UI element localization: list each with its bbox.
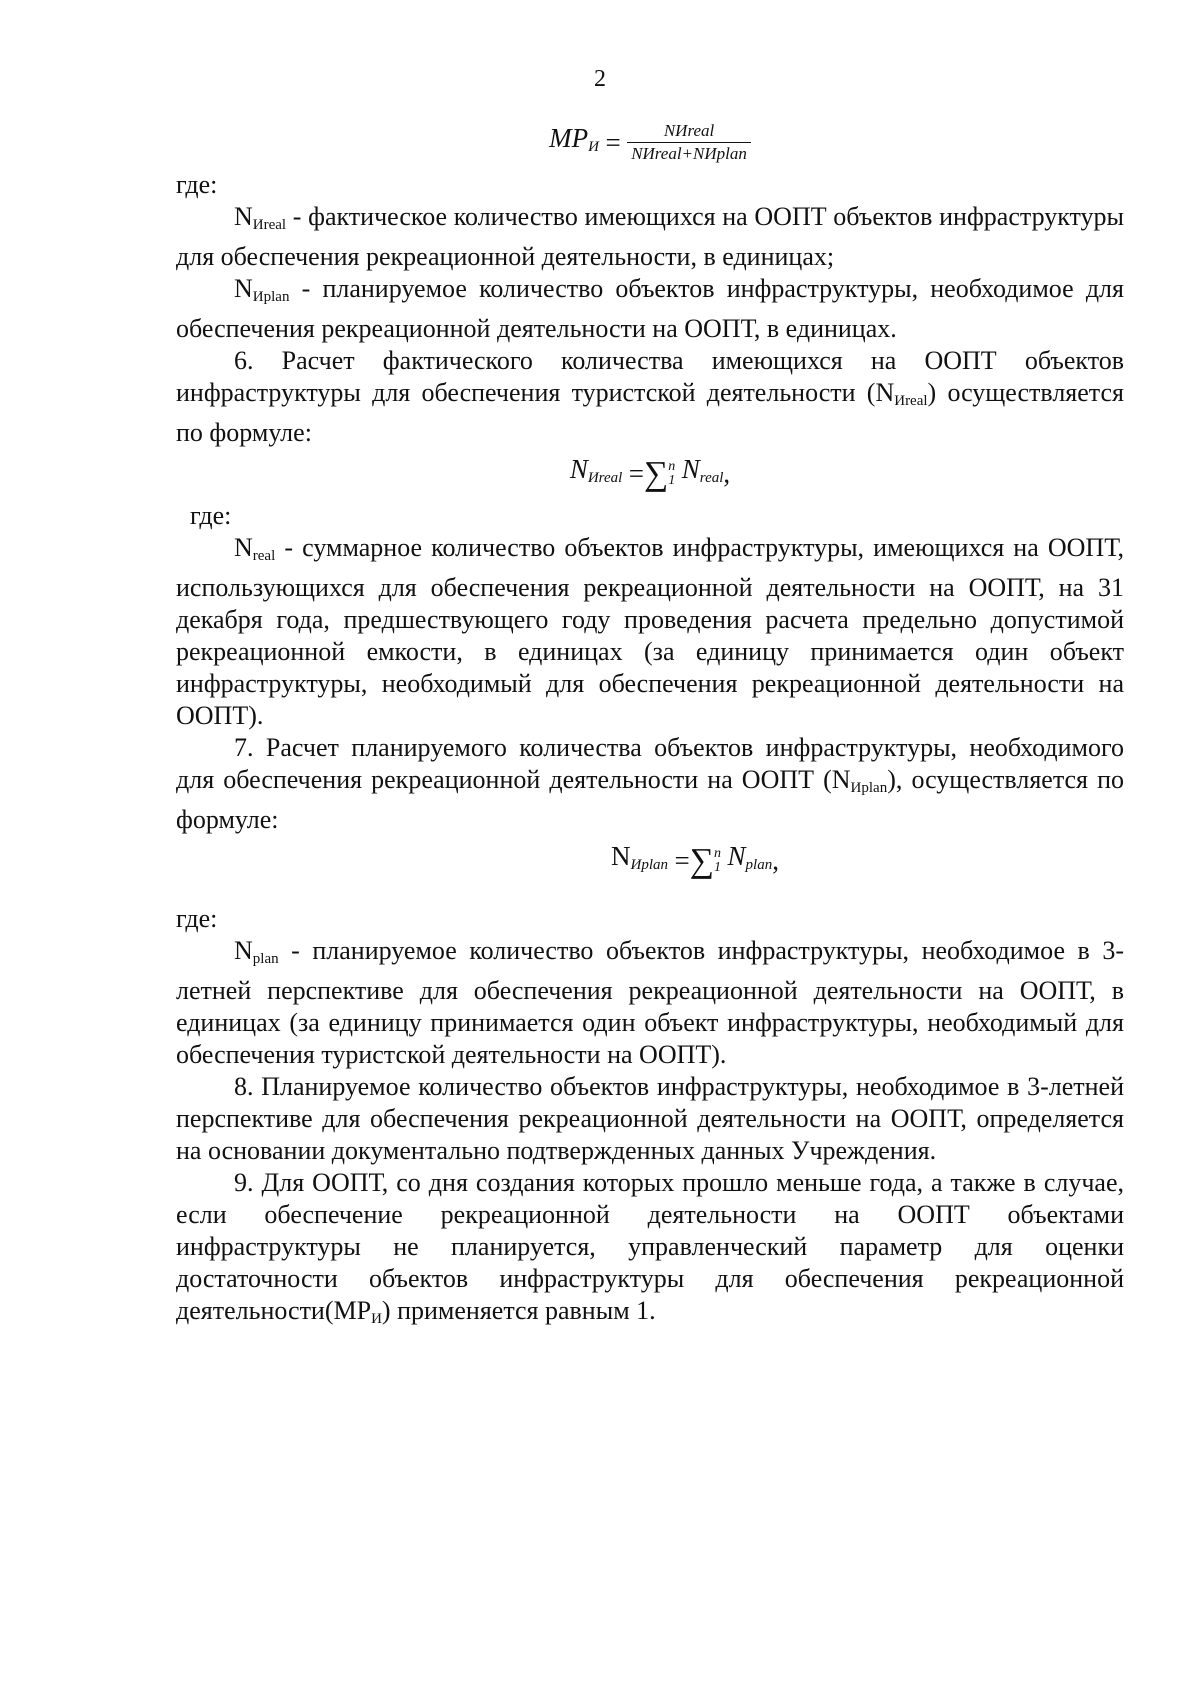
formula-mp-lhs: MP (549, 123, 589, 153)
page-number: 2 (594, 66, 606, 92)
formula-mp-numerator: NИreal (627, 120, 751, 143)
paragraph-item-9: 9. Для ООПТ, со дня создания которых прошло меньше года, а также в случае, если обеспечение рекреационной деятельности на ООПТ объектами инфраструктуры не планируется, управленческий параметр для оценки достаточности объектов инфраструктуры для обеспечения рекреационной $деятельности(MP_И)$ применяется равным 1. (176, 1168, 1124, 1327)
paragraph-item-6: 6. Расчет фактического количества имеющихся на ООПТ объектов инфраструктуры для обеспечения туристской деятельности $(N_{Иreal})$ осуществляется по формуле: (176, 346, 1124, 447)
sum-symbol: ∑ (644, 455, 669, 493)
where-label-3: где: (176, 904, 218, 933)
definition-n-iplan: $N_{Иplan}$ - планируемое количество объектов инфраструктуры, необходимое для обеспечения рекреационной деятельности на ООПТ, в единицах. (176, 274, 1124, 343)
paragraph-item-8: 8. Планируемое количество объектов инфраструктуры, необходимое в 3-летней перспективе для обеспечения рекреационной деятельности на ООПТ, определяется на основании документально подтвержденных данных Учреждения. (176, 1072, 1124, 1165)
where-label-2: где: (190, 501, 232, 530)
paragraph-item-7: 7. Расчет планируемого количества объектов инфраструктуры, необходимого для обеспечения рекреационной деятельности на ООПТ $(N_{Иplan})$, осуществляется по формуле: (176, 733, 1124, 834)
formula-mp-fraction (627, 120, 751, 165)
definition-n-plan: $N_{plan}$ - планируемое количество объектов инфраструктуры, необходимое в 3-летней перспективе для обеспечения рекреационной деятельности на ООПТ, в единицах (за единицу принимается один объект инфраструктуры, необходимый для обеспечения туристской деятельности на ООПТ). (176, 936, 1124, 1069)
definition-n-ireal: $N_{Иreal}$ - фактическое количество имеющихся на ООПТ объектов инфраструктуры для обеспечения рекреационной деятельности, в единицах; (176, 202, 1124, 271)
formula-mp-equals: = (605, 127, 621, 158)
formula-mp-denominator: NИreal+NИplan (631, 144, 747, 163)
formula-mp (176, 120, 1124, 165)
formula-n-iplan: $N_{Иplan}$ =∑ n 1 $N_{plan}$, (611, 841, 779, 880)
document-body (176, 116, 1124, 1335)
formula-mp-lhs-sub: И (588, 139, 599, 155)
formula-n-ireal: $N_{Иreal}$ =∑ n 1 $N_{real}$, (569, 454, 731, 493)
definition-n-real: $N_{real}$ - суммарное количество объектов инфраструктуры, имеющихся на ООПТ, использующихся для обеспечения рекреационной деятельности на ООПТ, на 31 декабря года, предшествующего году проведения расчета предельно допустимой рекреационной емкости, в единицах (за единицу принимается один объект инфраструктуры, необходимый для обеспечения рекреационной деятельности на ООПТ). (176, 533, 1124, 730)
sum-symbol: ∑ (689, 842, 715, 880)
where-label-1: где: (176, 170, 218, 199)
